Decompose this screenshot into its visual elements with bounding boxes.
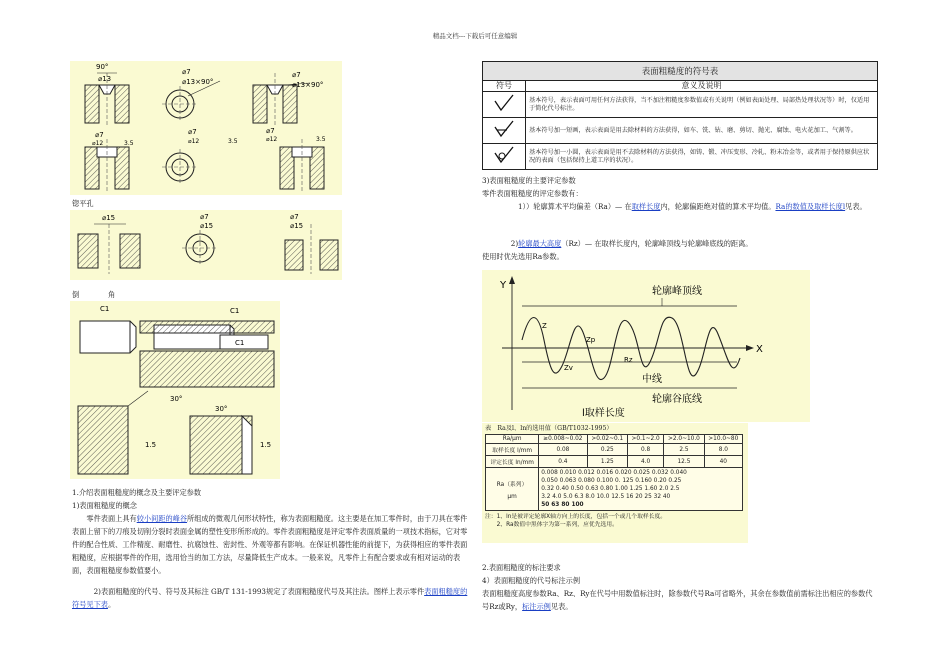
axis-x-label: X	[756, 344, 763, 355]
dim-text: ⌀15	[102, 214, 116, 222]
link-ra-values[interactable]: Ra的数值及取样长度l	[775, 202, 846, 211]
para-text: 1））轮廓算术平均偏差（Ra）— 在	[482, 202, 632, 211]
dim-text: ⌀15	[290, 222, 304, 230]
dim-text: 3.5	[228, 138, 238, 145]
para-text: 所组成的微观几何形状特性，称为表面粗糙度。这主要是在加工零件时，由于刀具在零件表面上留下的刀痕及切削分裂时表面金属的塑性变形所形成的。零件表面粗糙度是评定零件表面质量的一项技术指标，它对零件的配合性质、工作精度、耐磨性、抗腐蚀性、密封性、外观等都有影响。在保证机器性能的前提下，为获得相应的零件表面粗糙度，应根据零件的作用，选用恰当的加工方法，尽量降低生产成本。一般来说，凡零件上有配合要求或有相对运动的表面，表面粗糙度参数值要小。	[72, 514, 468, 575]
chamfer-bore	[140, 321, 274, 387]
ra-row-cell: 0.25	[587, 444, 627, 456]
symbol-desc: 基本符号加一小圆，表示表面是用不去除材料的方法获得，如铸、锻、冲压变形、冷轧、粉末冶金等，或者用于保持原供应状况的表面（包括保持上道工序的状况）。	[526, 144, 878, 170]
profile-drawing	[482, 270, 810, 422]
counterbore-top-view	[162, 149, 198, 185]
caption-chamfer: 倒 角	[72, 290, 116, 299]
ra-header-cell: >0.1~2.0	[627, 435, 663, 444]
ra-table-caption: 表 Ra及l、ln的选用值（GB/T1032-1995）	[485, 425, 613, 432]
dim-text: ⌀7	[200, 213, 209, 221]
paragraph-rz	[482, 237, 878, 250]
ra-row-cell: 0.4	[539, 456, 587, 468]
subsection-concept: 1)表面粗糙度的概念	[72, 501, 137, 510]
ra-header-cell: ≥0.008~0.02	[539, 435, 587, 444]
profile-figure	[482, 270, 810, 422]
ra-series-label-cell	[486, 468, 539, 511]
spotface-figure	[70, 210, 342, 280]
dim-text: ⌀7	[292, 71, 301, 79]
peak-line-label: 轮廓峰顶线	[652, 286, 702, 297]
rz-label: Rz	[624, 356, 633, 364]
chamfer-label: C1	[230, 307, 240, 315]
ra-unit-label: μm	[507, 493, 517, 500]
dim-text: 90°	[96, 63, 109, 71]
symbol-table-grid	[482, 80, 878, 170]
dim-text: ⌀7	[95, 131, 104, 139]
ra-table	[485, 434, 743, 511]
ra-note-2: 2、Ra数值中黑体字为第一系列，应优先选用。	[485, 522, 618, 528]
ra-row-cell: 评定长度 ln/mm	[486, 456, 539, 468]
countersink-top-view	[162, 81, 220, 122]
ra-row-cell: 2.5	[664, 444, 704, 456]
angle-label: 30°	[170, 395, 183, 403]
para-text: 见表。	[845, 202, 867, 211]
dim-text: ⌀13	[98, 75, 112, 83]
subsection-params-intro: 零件表面粗糙度的评定参数有：	[482, 189, 583, 198]
paragraph-marking	[482, 587, 878, 613]
chamfer-shaft	[80, 321, 136, 353]
dim-text: ⌀7	[266, 127, 275, 135]
dim-text: 1.5	[145, 441, 157, 449]
dim-text: ⌀13×90°	[182, 78, 214, 86]
subsection-params: 3)表面粗糙度的主要评定参数	[482, 176, 576, 185]
countersink-figure	[70, 61, 342, 195]
link-sample-length[interactable]: 取样长度	[631, 202, 661, 211]
symbol-desc: 基本符号，表示表面可用任何方法获得，当不加注粗糙度参数值或有关说明（例如表面处理、局部热处理状况等）时，仅适用于简化代号标注。	[526, 92, 878, 118]
ra-series-label: Ra（系列）	[496, 481, 528, 488]
ra-row-cell: 8.0	[704, 444, 742, 456]
ra-row-cell: 0.8	[627, 444, 663, 456]
spotface-top-view	[182, 230, 218, 266]
spotface-section-c	[285, 224, 338, 274]
ra-series-line: 0.32 0.40 0.50 0.63 0.80 1.00 1.25 1.60 2.0 2.5	[541, 486, 680, 492]
para-text: 2)表面粗糙度的代号、符号及其标注 GB/T 131-1993规定了表面粗糙度代号及其注法。图样上表示零件	[72, 587, 425, 596]
paragraph-prefer-ra: 使用时优先选用Ra参数。	[482, 252, 564, 261]
dim-text: ⌀7	[290, 213, 299, 221]
ra-series-line: 3.2 4.0 5.0 6.3 8.0 10.0 12.5 16 20 25 32 40	[541, 494, 671, 500]
ra-header-cell: >0.02~0.1	[587, 435, 627, 444]
dim-text: ⌀15	[200, 222, 214, 230]
ra-header-cell: Ra/μm	[486, 435, 539, 444]
dim-text: 3.5	[316, 136, 326, 143]
link-max-height[interactable]: 轮廓最大高度	[518, 239, 562, 248]
chamfer-drawing	[70, 301, 280, 479]
symbol-table-title: 表面粗糙度的符号表	[482, 61, 878, 80]
counterbore-section-a	[85, 139, 129, 193]
ra-row-cell: 0.08	[539, 444, 587, 456]
ra-row-cell: 12.5	[664, 456, 704, 468]
dim-text: ⌀7	[188, 128, 197, 136]
spotface-drawing	[70, 210, 342, 280]
ra-header-cell: >2.0~10.0	[664, 435, 704, 444]
zv-label: Zv	[564, 364, 573, 372]
para-text: 零件表面上具有	[72, 514, 137, 523]
caption-counterbore: 锪平孔	[72, 199, 94, 208]
axis-y-label: Y	[500, 280, 507, 291]
sample-length-label: l取样长度	[582, 408, 625, 419]
zp-label: Zp	[586, 336, 596, 344]
ra-series-cell	[539, 468, 743, 511]
dim-text: 3.5	[124, 140, 134, 147]
symbol-col-header: 符号	[483, 81, 526, 92]
chamfer-label: C1	[235, 339, 245, 347]
removal-symbol-icon	[483, 118, 526, 144]
chamfer-figure	[70, 301, 280, 479]
dim-text: ⌀12	[92, 140, 104, 147]
angle-label: 30°	[215, 405, 228, 413]
para-text: 内，轮廓偏距绝对值的算术平均值。	[660, 202, 776, 211]
dim-text: ⌀7	[182, 68, 191, 76]
ra-table-figure	[482, 423, 748, 543]
section-title: 1.介绍表面粗糙度的概念及主要评定参数	[72, 488, 202, 497]
ra-row-cell: 取样长度 l/mm	[486, 444, 539, 456]
ra-row-cell: 40	[704, 456, 742, 468]
dim-text: ⌀12	[188, 138, 200, 145]
subsection-example: 4）表面粗糙度的代号标注示例	[482, 576, 581, 585]
para-text: 见表。	[550, 602, 573, 611]
counterbore-section-c	[280, 139, 324, 193]
meaning-col-header: 意义及说明	[526, 81, 878, 92]
countersink-drawing	[70, 61, 342, 195]
page-header: 精品文档---下载后可任意编辑	[432, 32, 518, 40]
paragraph-ra	[482, 200, 878, 213]
dim-text: ⌀12	[266, 136, 278, 143]
paragraph-concept	[72, 512, 468, 577]
paragraph-symbols	[72, 585, 468, 611]
dim-text: ⌀13×90°	[292, 81, 324, 89]
valley-line-label: 轮廓谷底线	[652, 394, 702, 405]
mid-line-label: 中线	[642, 374, 662, 385]
ra-header-cell: >10.0~80	[704, 435, 742, 444]
dim-text: 1.5	[260, 441, 272, 449]
symbol-table	[482, 61, 878, 170]
ra-series-line: 0.008 0.010 0.012 0.016 0.020 0.025 0.032 0.040	[541, 470, 687, 476]
ra-series-line: 0.050 0.063 0.080 0.100 0. 125 0.160 0.20 0.25	[541, 478, 682, 484]
para-text: 表面粗糙度高度参数Ra、Rz、Ry在代号中用数值标注时，除参数代号Ra可省略外，其余在参数值前需标注出相应的参数代号Rz或Ry，	[482, 589, 873, 611]
para-text: 2)	[482, 239, 519, 248]
non-removal-symbol-icon	[483, 144, 526, 170]
chamfer-section-left	[78, 391, 148, 474]
symbol-desc: 基本符号加一短画，表示表面是用去除材料的方法获得，如车、铣、钻、磨、剪切、抛光、腐蚀、电火花加工、气割等。	[526, 118, 878, 144]
chamfer-label: C1	[100, 305, 110, 313]
para-text: （Rz）— 在取样长度内，轮廓峰顶线与轮廓峰底线的距离。	[561, 239, 753, 248]
ra-row-cell: 1.25	[587, 456, 627, 468]
ra-note-1: 注：1、ln是被评定轮廓X轴方向上的长度，包括一个或几个取样长度。	[485, 514, 667, 520]
ra-row-cell: 4.0	[627, 456, 663, 468]
link-example[interactable]: 标注示例	[522, 602, 551, 611]
ra-series-line: 50 63 80 100	[541, 502, 584, 508]
link-symbol-table[interactable]: 表面粗糙度的符号见下表	[72, 587, 468, 609]
spotface-section-a	[78, 224, 140, 274]
section-marking: 2.表面粗糙度的标注要求	[482, 563, 561, 572]
para-text: 。	[107, 600, 116, 609]
chamfer-section-right	[190, 416, 252, 474]
z-label: Z	[542, 322, 547, 330]
link-peaks[interactable]: 较小间距的峰谷	[136, 514, 188, 523]
basic-symbol-icon	[483, 92, 526, 118]
